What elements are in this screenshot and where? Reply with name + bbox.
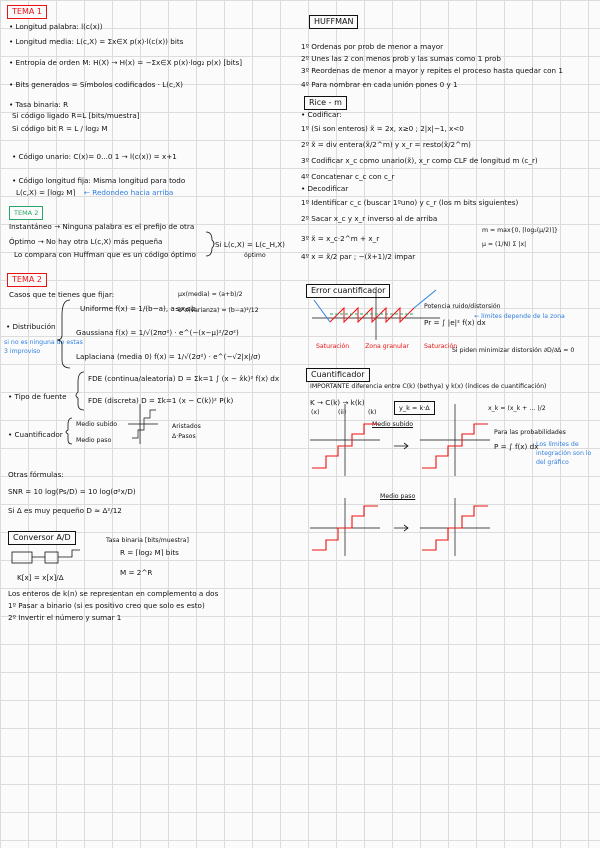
probs-label: Para las probabilidades xyxy=(494,429,566,436)
tema1-line-3: • Bits generados = Símbolos codificados · L(c,X) xyxy=(9,80,183,89)
rice-line-1: 1º (Si son enteros) x̃ = 2x, x≥0 ; 2|x|−1, x<0 xyxy=(301,124,464,133)
rice-header: Rice - m xyxy=(304,96,347,110)
dist-laplaciana: Laplaciana (media 0) f(x) = 1/√(2σ²) · e^(−√2|x|/σ) xyxy=(76,352,261,361)
noise-power-formula: Pr = ∫ |e|² f(x) dx xyxy=(424,318,486,327)
tema1-round-note: ← Redondeo hacia arriba xyxy=(84,188,174,197)
medio-paso-arrow xyxy=(394,525,408,531)
tema1-line-8: • Código longitud fija: Misma longitud para todo xyxy=(12,176,186,185)
distribution-brace xyxy=(57,300,70,368)
tema1-header: TEMA 1 xyxy=(7,5,47,19)
cuant-mini-plot xyxy=(128,404,158,444)
noise-power-label: Potencia ruido/distorsión xyxy=(424,303,501,310)
rice-line-7: 2º Sacar x_c y x_r inverso al de arriba xyxy=(301,214,438,223)
distribucion-note: si no es ninguna de estas 3 improviso xyxy=(4,339,83,355)
tema1-line-9: L(c,X) = ⌈log₂ M⌉ xyxy=(16,188,76,197)
medio-subido-arrow xyxy=(394,443,408,449)
rice-line-9: 4º x = x̃/2 par ; −(x̃+1)/2 impar xyxy=(301,252,416,261)
tema3-intro: Casos que te tienes que fijar: xyxy=(9,290,115,299)
dist-uniforme: Uniforme f(x) = 1/(b−a), a≤x≤b xyxy=(80,304,196,313)
tema2-line-1: Óptimo → No hay otra L(c,X) más pequeña xyxy=(9,237,163,246)
quant-chain-sub-1: (ii) xyxy=(338,409,347,416)
mean-formula: μx(media) = (a+b)/2 xyxy=(178,291,243,298)
probs-note: Los límites de integración son lo del gráfico xyxy=(536,441,592,466)
medio-subido-label: Medio subido xyxy=(372,421,414,428)
tema1-line-4: • Tasa binaria: R xyxy=(9,100,69,109)
distribucion-label: • Distribución xyxy=(6,322,56,331)
huffman-step-3: 4º Para nombrar en cada unión pones 0 y 1 xyxy=(301,80,458,89)
delta-formula: Si Δ es muy pequeño D ≈ Δ²/12 xyxy=(8,506,122,515)
tasa-binaria-label: Tasa binaria [bits/muestra] xyxy=(106,537,189,544)
quant-chain-sub-0: (x) xyxy=(311,409,320,416)
snr-formula: SNR = 10 log(Ps/D) = 10 log(σ²x/D) xyxy=(8,487,136,496)
cuantificador-header: Cuantificador xyxy=(306,368,370,382)
tema3-header: TEMA 2 xyxy=(7,273,47,287)
rice-line-5: • Decodificar xyxy=(301,184,349,193)
cuantificador-label: • Cuantificador xyxy=(8,430,63,439)
zone-saturacion-left: Saturación xyxy=(316,343,350,350)
medio-subido-axes-2 xyxy=(420,404,490,476)
quant-chain: K → C(k) → k(k) xyxy=(310,398,365,407)
medio-paso-label: Medio paso xyxy=(380,493,416,500)
huffman-header: HUFFMAN xyxy=(309,15,358,29)
dist-gaussiana: Gaussiana f(x) = 1/√(2πσ²) · e^(−(x−μ)²/2σ²) xyxy=(76,328,239,337)
tipo-discreta: FDE (discreta) D = Σk=1 (x − C(k))² P(k) xyxy=(88,396,234,405)
error-axes xyxy=(312,292,440,340)
rice-line-4: 4º Concatenar c_c con c_r xyxy=(301,172,395,181)
distortion-derivative: Si piden minimizar distorsión ∂D/∂Δ = 0 xyxy=(452,347,575,354)
rice-line-8: 3º x̃ = x_c·2^m + x_r xyxy=(301,234,380,243)
cuant-right-label-1: Δ·Pasos xyxy=(172,433,196,440)
tema1-line-1: • Longitud media: L(c,X) = Σx∈X p(x)·l(c(x)) bits xyxy=(9,37,184,46)
tema2-brace-sub: óptimo xyxy=(244,252,266,259)
tema2-line-2: Lo compara con Huffman que es un código óptimo xyxy=(14,250,196,259)
optimo-brace xyxy=(206,232,214,256)
conversor-kx: K[x] = x[x]/Δ xyxy=(17,573,64,582)
huffman-step-1: 2º Unes las 2 con menos prob y las sumas como 1 prob xyxy=(301,54,501,63)
var-formula: σ²x(varianza) = (b−a)²/12 xyxy=(178,307,259,314)
conversor-line-1: 1º Pasar a binario (si es positivo creo que solo es esto) xyxy=(8,601,205,610)
tasa-binaria-formula: R = ⌈log₂ M⌉ bits xyxy=(120,548,179,557)
cuant-medio-subido: Medio subido xyxy=(76,421,118,428)
tema1-line-5: Si código ligado R=L [bits/muestra] xyxy=(12,111,140,120)
tipo-fuente-label: • Tipo de fuente xyxy=(8,392,67,401)
tema1-line-0: • Longitud palabra: l(c(x)) xyxy=(9,22,103,31)
rice-line-3: 3º Codificar x_c como unario(x̃), x_r como CLF de longitud m (c_r) xyxy=(301,156,538,165)
tema1-line-6: Si código bit R = L / log₂ M xyxy=(12,124,108,133)
tipo-continua: FDE (continua/aleatoria) D = Σk=1 ∫ (x − x̂k)² f(x) dx xyxy=(88,374,280,383)
rice-line-2: 2º x̃ = div entera(x̃/2^m) y x_r = resto(x̃/2^m) xyxy=(301,140,471,149)
cuant-medio-paso: Medio paso xyxy=(76,437,112,444)
error-cuantificador-header: Error cuantificador xyxy=(306,284,390,298)
conversor-line-0: Los enteros de k(n) se representan en complemento a dos xyxy=(8,589,219,598)
otras-formulas-label: Otras fórmulas: xyxy=(8,470,64,479)
error-sawtooth xyxy=(330,308,414,322)
niveles-formula: M = 2^R xyxy=(120,568,153,577)
tema2-brace-note: Si L(c,X) = L(c_H,X) xyxy=(215,240,285,249)
medio-subido-axes-1 xyxy=(310,404,380,476)
rice-line-6: 1º Identificar c_c (buscar 1ºuno) y c_r (los m bits siguientes) xyxy=(301,198,519,207)
noise-limits-note: ← límites depende de la zona xyxy=(474,313,565,320)
yk-box: y_k = k·Δ xyxy=(394,401,435,415)
huffman-step-2: 3º Reordenas de menor a mayor y repites el proceso hasta quedar con 1 xyxy=(301,66,563,75)
zone-granular: Zona granular xyxy=(365,343,409,350)
conversor-line-2: 2º Invertir el número y sumar 1 xyxy=(8,613,122,622)
medio-paso-axes-1 xyxy=(310,498,380,556)
converter-block-sampler xyxy=(12,552,32,563)
conversor-header: Conversor A/D xyxy=(8,531,76,545)
quant-important-note: IMPORTANTE diferencia entre C(k) (bethya) y k(x) (índices de cuantificación) xyxy=(310,383,547,390)
converter-arrows xyxy=(32,550,80,557)
huffman-step-0: 1º Ordenas por prob de menor a mayor xyxy=(301,42,444,51)
tipo-brace xyxy=(76,372,84,410)
cuant-brace xyxy=(66,418,72,444)
medio-paso-axes-2 xyxy=(420,498,490,556)
probs-formula: P = ∫ f(x) dx xyxy=(494,442,539,451)
cuant-right-label-0: Aristados xyxy=(172,423,201,430)
quant-chain-sub-2: (k) xyxy=(368,409,377,416)
rice-m-formula: m = max{0, ⌈log₂(μ/2)⌉} xyxy=(482,227,558,234)
tema1-line-2: • Entropía de orden M: H(X) → H(x) = −Σx∈X p(x)·log₂ p(x) [bits] xyxy=(9,58,243,67)
error-saturation-lines xyxy=(314,290,436,322)
tema2-line-0: Instantáneo → Ninguna palabra es el prefijo de otra xyxy=(9,222,195,231)
tema1-line-7: • Código unario: C(x)= 0...0 1 → l(c(x)) = x+1 xyxy=(12,152,177,161)
rice-line-0: • Codificar: xyxy=(301,110,342,119)
converter-block-quantizer xyxy=(45,552,58,563)
rice-mu-formula: μ = (1/N) Σ |x| xyxy=(482,241,527,248)
xk-formula: x_k = (x_k + ... )/2 xyxy=(488,405,546,412)
tema2-header: TEMA 2 xyxy=(9,206,43,220)
zone-saturacion-right: Saturación xyxy=(424,343,458,350)
